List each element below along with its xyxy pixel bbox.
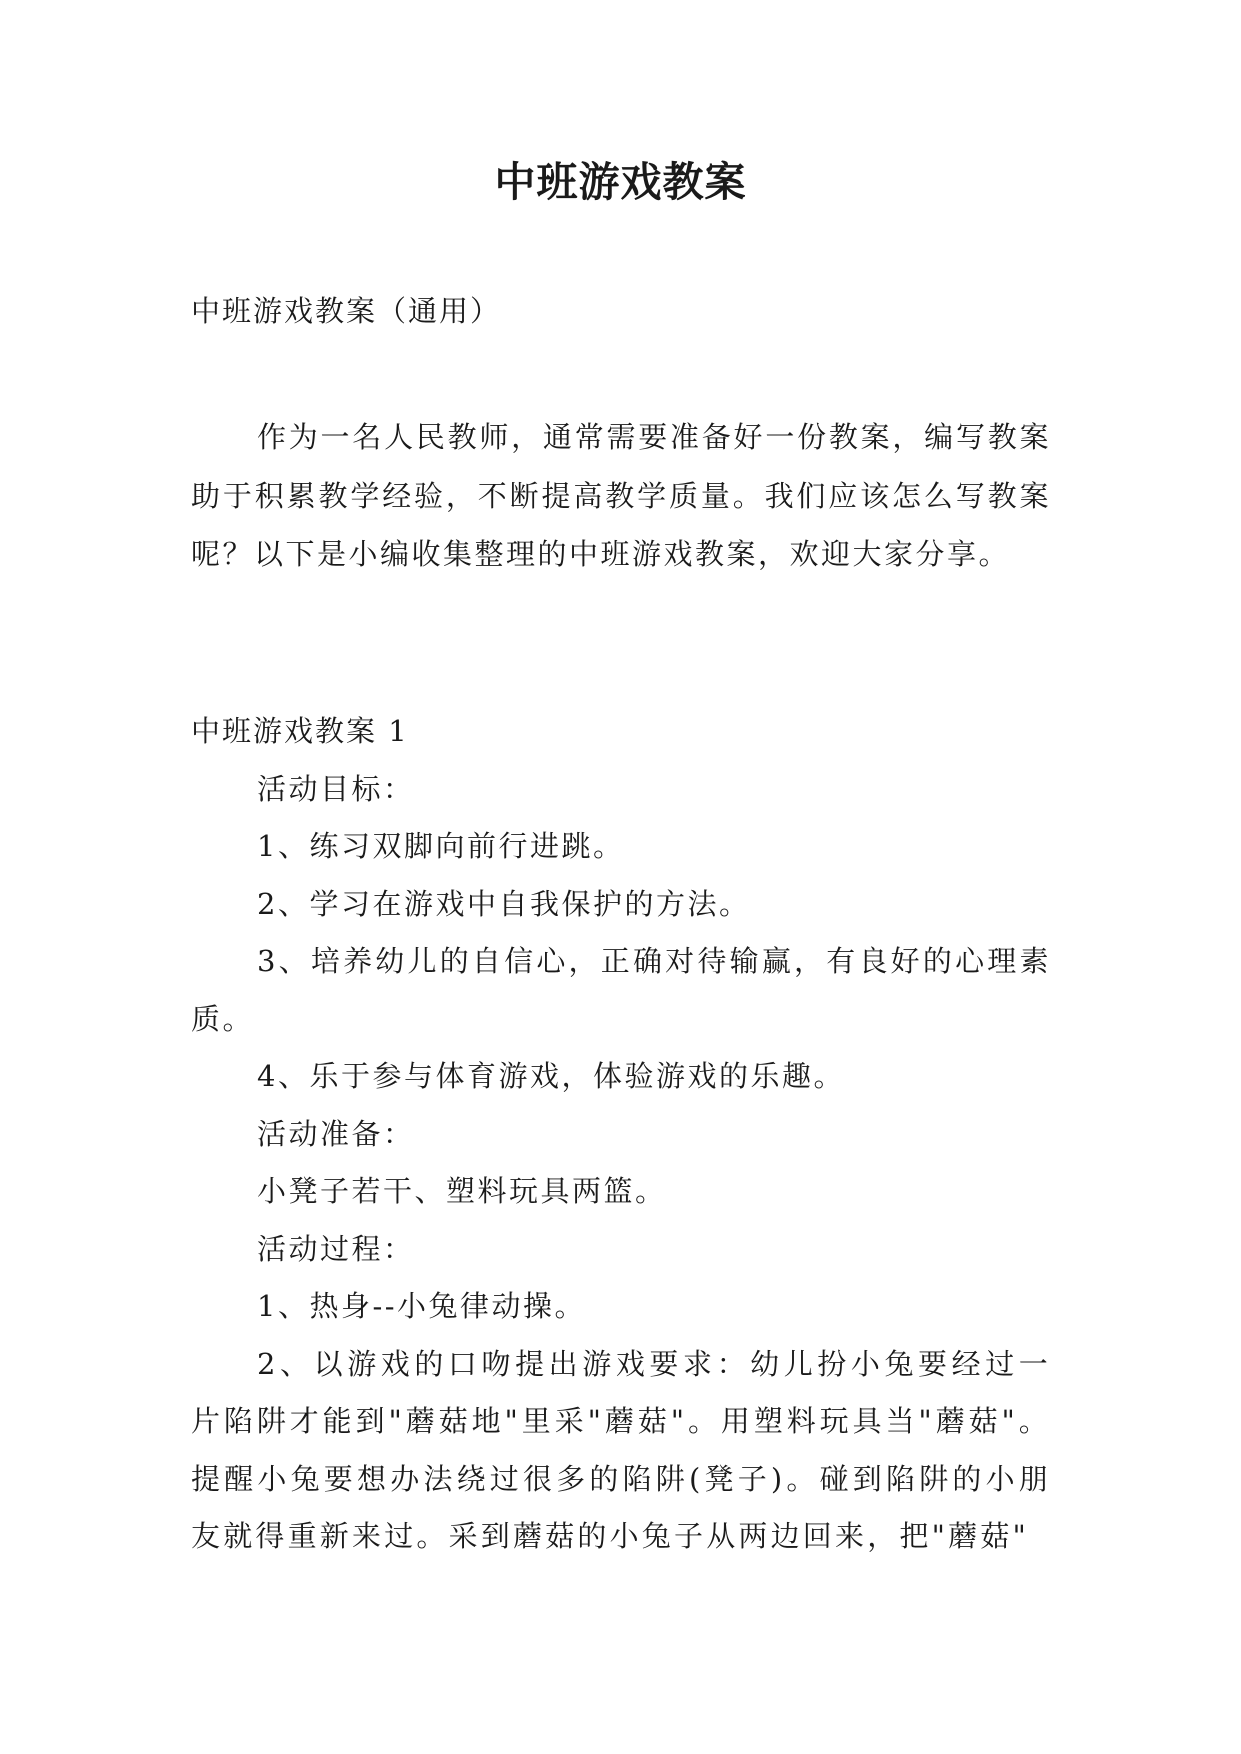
prep-item: 小凳子若干、塑料玩具两篮。 xyxy=(257,1174,667,1208)
goal-item-1: 1、练习双脚向前行进跳。 xyxy=(257,829,625,863)
goal-item-4: 4、乐于参与体育游戏，体验游戏的乐趣。 xyxy=(257,1059,845,1093)
section-heading: 中班游戏教案 1 xyxy=(191,714,409,748)
lesson-section-1 xyxy=(191,703,1051,1566)
document-title: 中班游戏教案 xyxy=(494,158,747,206)
goal-item-2: 2、学习在游戏中自我保护的方法。 xyxy=(257,886,751,921)
intro-paragraph: 作为一名人民教师，通常需要准备好一份教案，编写教案助于积累教学经验，不断提高教学质量。我们应该怎么写教案呢？以下是小编收集整理的中班游戏教案，欢迎大家分享。 xyxy=(191,420,1051,571)
process-step-1: 1、热身--小兔律动操。 xyxy=(257,1289,587,1323)
activity-prep-label: 活动准备： xyxy=(257,1116,415,1151)
activity-goals-label: 活动目标： xyxy=(257,771,415,806)
process-step-2: 2、以游戏的口吻提出游戏要求：幼儿扮小兔要经过一片陷阱才能到"蘑菇地"里采"蘑菇"。用塑料玩具当"蘑菇"。提醒小兔要想办法绕过很多的陷阱(凳子)。碰到陷阱的小朋友就得重新来过。采到蘑菇的小兔子从两边回来，把"蘑菇" xyxy=(191,1346,1051,1553)
activity-process-label: 活动过程： xyxy=(257,1231,415,1266)
document-subtitle: 中班游戏教案（通用） xyxy=(191,294,502,328)
goal-item-3: 3、培养幼儿的自信心，正确对待输赢，有良好的心理素质。 xyxy=(191,944,1051,1036)
